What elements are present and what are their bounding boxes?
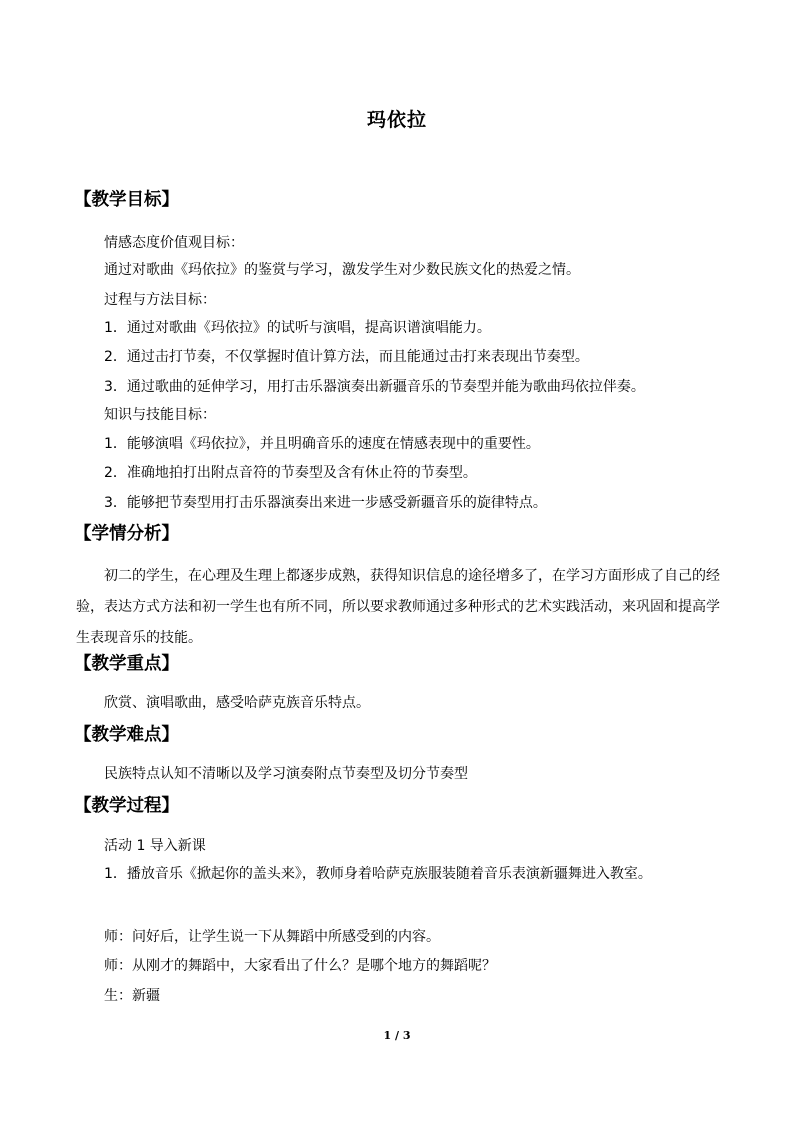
difficulties-text: 民族特点认知不清晰以及学习演奏附点节奏型及切分节奏型 [104,766,468,782]
heading-teaching-process: 【教学过程】 [74,796,179,816]
process-line: 师：从刚才的舞蹈中，大家看出了什么？是哪个地方的舞蹈呢？ [104,958,496,974]
objective-line: 通过对歌曲《玛依拉》的鉴赏与学习，激发学生对少数民族文化的热爱之情。 [104,262,580,278]
objective-line: 2．准确地拍打出附点音符的节奏型及含有休止符的节奏型。 [104,465,477,481]
objective-line: 2．通过击打节奏，不仅掌握时值计算方法，而且能通过击打来表现出节奏型。 [104,349,589,365]
objective-line: 过程与方法目标： [104,292,216,308]
objective-line: 情感态度价值观目标： [104,235,244,251]
objective-line: 3．能够把节奏型用打击乐器演奏出来进一步感受新疆音乐的旋律特点。 [104,495,547,511]
heading-learning-analysis: 【学情分析】 [74,524,179,544]
objective-line: 1．能够演唱《玛依拉》，并且明确音乐的速度在情感表现中的重要性。 [104,436,540,452]
heading-teaching-objectives: 【教学目标】 [74,190,179,210]
objective-line: 1．通过对歌曲《玛依拉》的试听与演唱，提高识谱演唱能力。 [104,320,491,336]
heading-key-points: 【教学重点】 [74,654,179,674]
objective-line: 3．通过歌曲的延伸学习，用打击乐器演奏出新疆音乐的节奏型并能为歌曲玛依拉伴奏。 [104,379,645,395]
page-number: 1 / 3 [383,1029,411,1042]
document-title: 玛依拉 [366,109,427,131]
analysis-paragraph: 初二的学生，在心理及生理上都逐步成熟，获得知识信息的途径增多了，在学习方面形成了自己的经验，表达方式方法和初一学生也有所不同，所以要求教师通过多种形式的艺术实践活动，来巩固和提高学生表现音乐的技能。 [76,568,720,646]
objective-line: 知识与技能目标： [104,407,216,423]
key-points-text: 欣赏、演唱歌曲，感受哈萨克族音乐特点。 [104,695,370,711]
process-line: 师：问好后，让学生说一下从舞蹈中所感受到的内容。 [104,929,440,945]
heading-difficulties: 【教学难点】 [74,725,179,745]
process-step-1: 1．播放音乐《掀起你的盖头来》，教师身着哈萨克族服装随着音乐表演新疆舞进入教室。 [104,866,652,882]
process-line: 生：新疆 [104,988,160,1004]
activity-title: 活动 1 导入新课 [104,838,206,854]
